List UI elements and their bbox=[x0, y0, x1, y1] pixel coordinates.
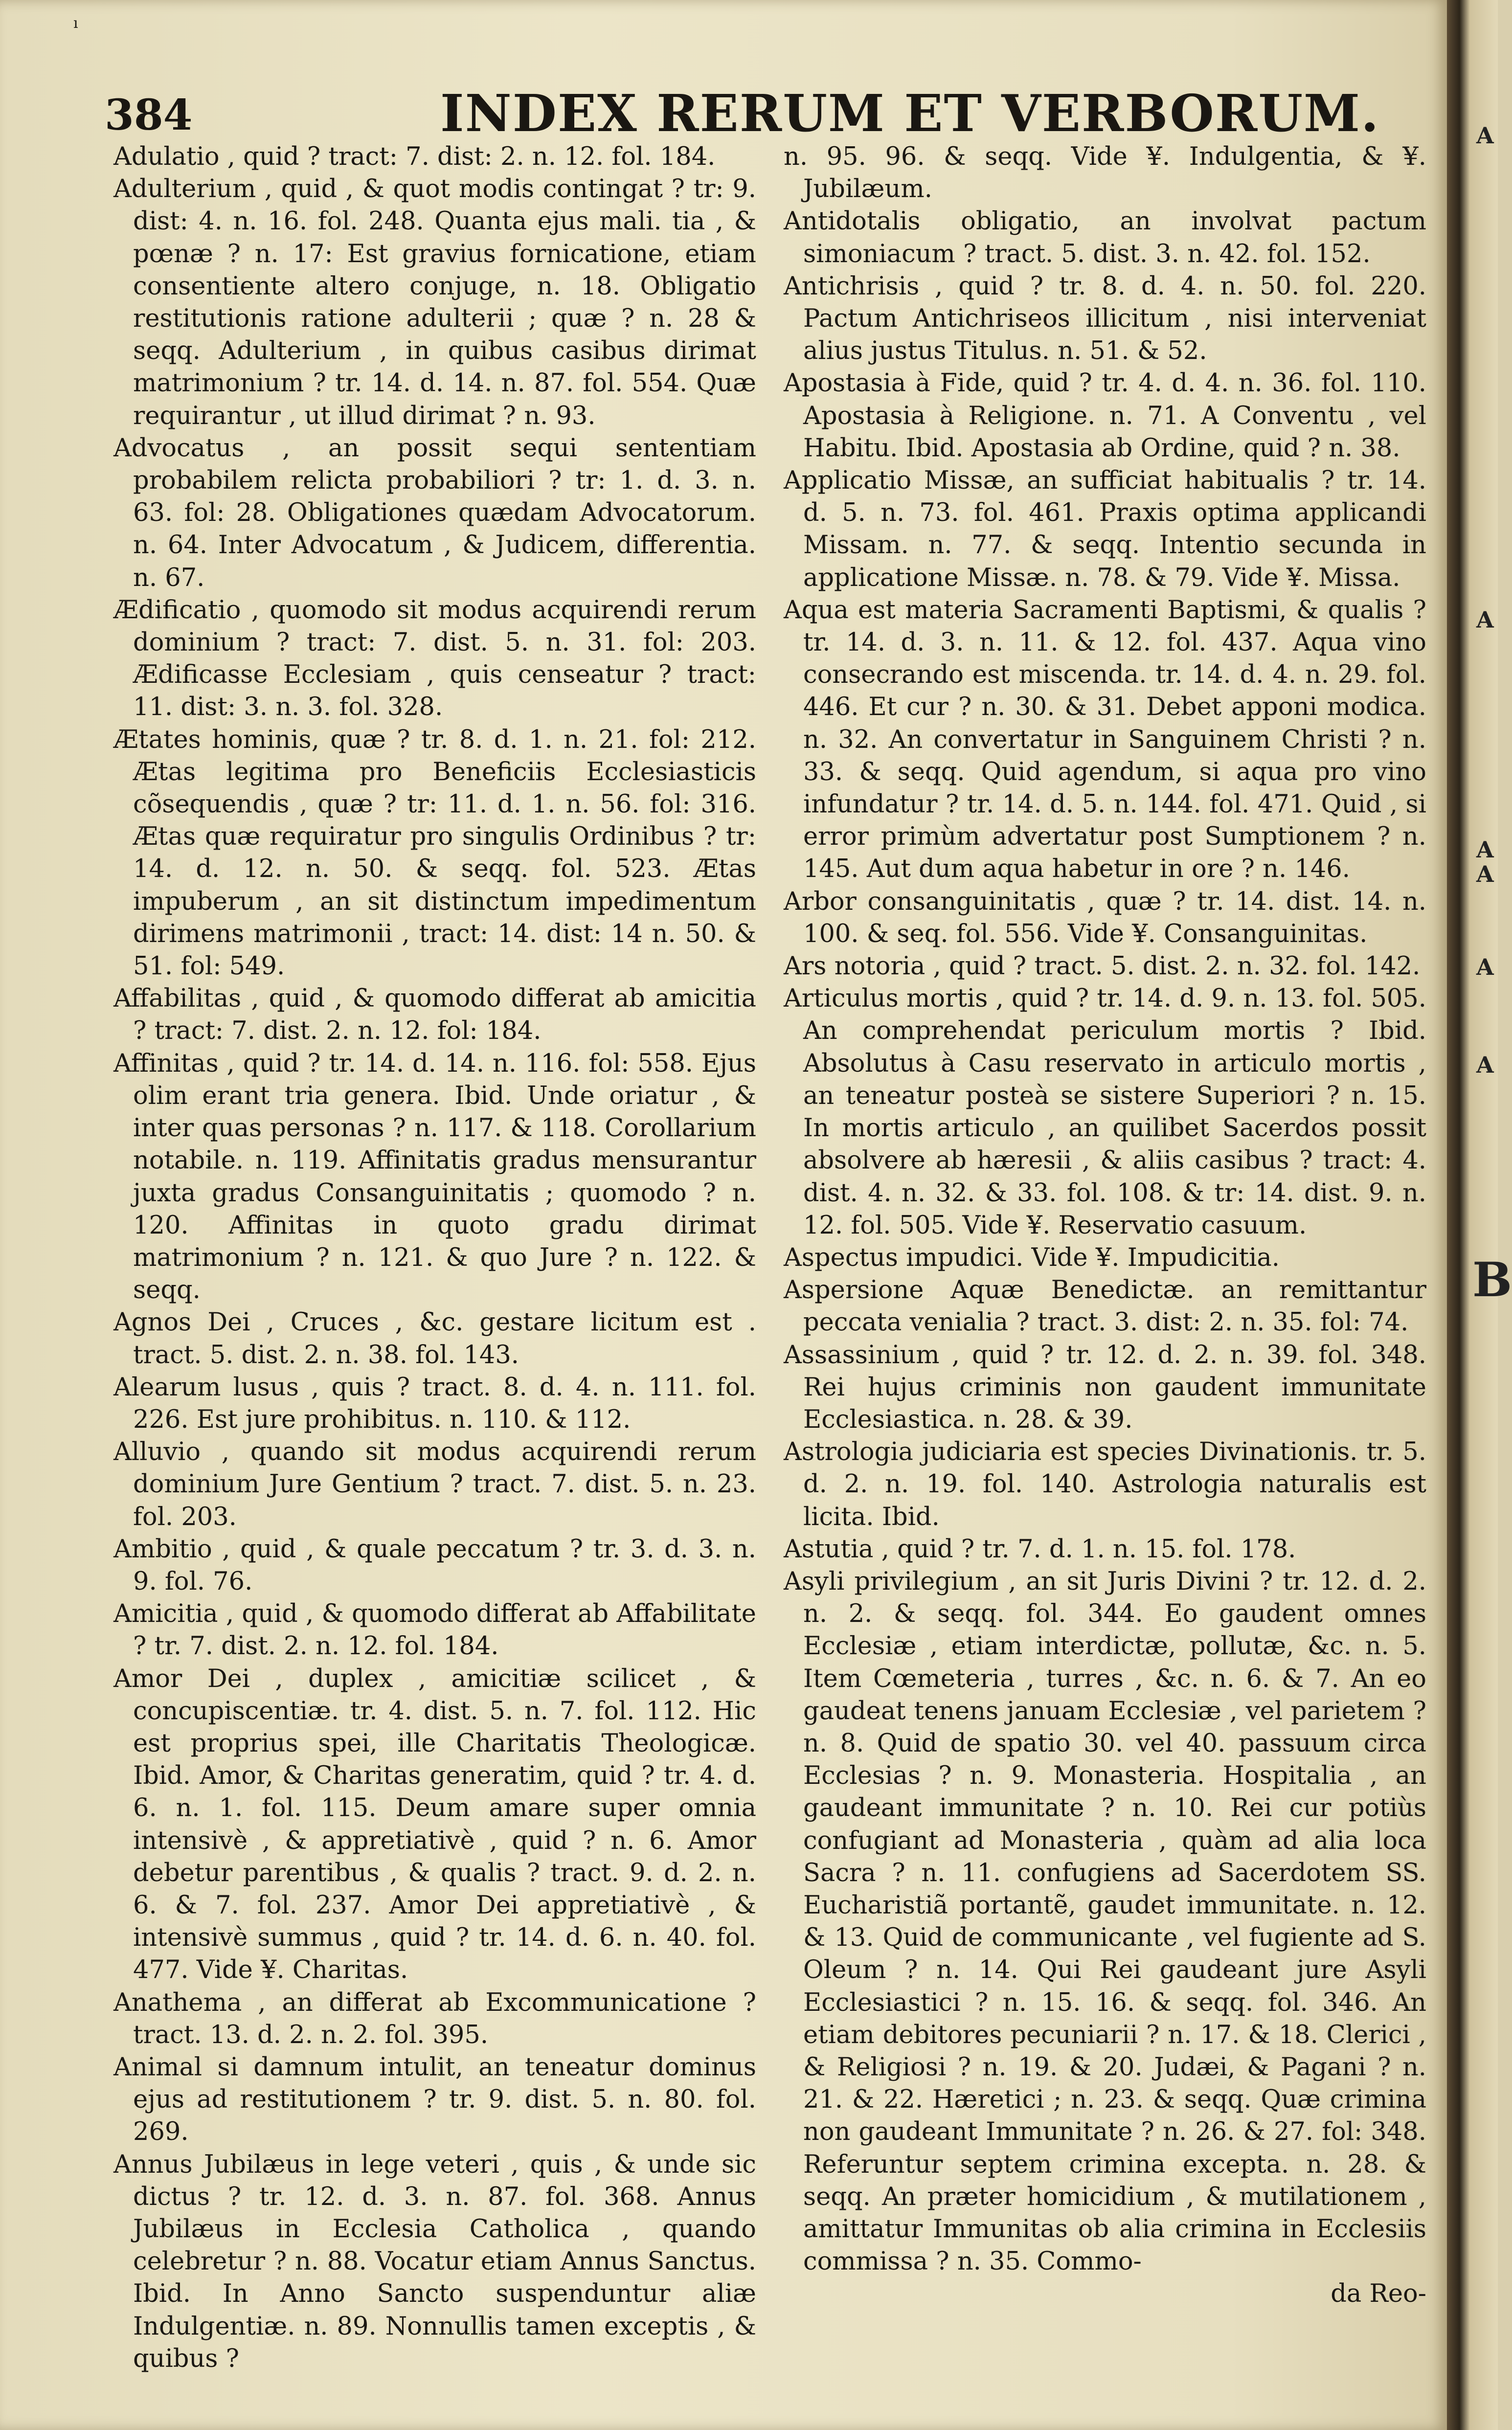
index-entry: Assassinium , quid ? tr. 12. d. 2. n. 39. fol. 348. Rei hujus criminis non gaudent immunitate Ecclesiastica. n. 28. & 39. bbox=[784, 1340, 1426, 1434]
index-entry: Asyli privilegium , an sit Juris Divini ? tr. 12. d. 2. n. 2. & seqq. fol. 344. Eo gaudent omnes Ecclesiæ , etiam interdictæ, pollutæ, &c. n. 5. Item Cœmeteria , turres , &c. n. 6. & 7. An eo gaudeat tenens januam Ecclesiæ , vel parietem ? n. 8. Quid de spatio 30. vel 40. passuum circa Ecclesias ? n. 9. Monasteria. Hospitalia , an gaudeant immunitate ? n. 10. Rei cur potiùs confugiant ad Monasteria , quàm ad alia loca Sacra ? n. 11. confugiens ad Sacerdotem SS. Eucharistiã portantẽ, gaudet immunitate. n. 12. & 13. Quid de communicante , vel fugiente ad S. Oleum ? n. 14. Qui Rei gaudeant jure Asyli Ecclesiastici ? n. 15. 16. & seqq. fol. 346. An etiam debitores pecuniarii ? n. 17. & 18. Clerici , & Religiosi ? n. 19. & 20. Judæi, & Pagani ? n. 21. & 22. Hæretici ; n. 23. & seqq. Quæ crimina non gaudeant Immunitate ? n. 26. & 27. fol: 348. Referuntur septem crimina excepta. n. 28. & seqq. An præter homicidium , & mutilationem , amittatur Immunitas ob alia crimina in Ecclesiis commissa ? n. 35. Commo- bbox=[784, 1567, 1426, 2276]
index-entry: Advocatus , an possit sequi sententiam probabilem relicta probabiliori ? tr: 1. d. 3. n. 63. fol: 28. Obligationes quædam Advocatorum. n. 64. Inter Advocatum , & Judicem, differentia. n. 67. bbox=[113, 433, 756, 592]
index-entry: Applicatio Missæ, an sufficiat habitualis ? tr. 14. d. 5. n. 73. fol. 461. Praxis optima applicandi Missam. n. 77. & seqq. Intentio secunda in applicatione Missæ. n. 78. & 79. Vide ¥. Missa. bbox=[784, 466, 1426, 592]
index-entry: Ædificatio , quomodo sit modus acquirendi rerum dominium ? tract: 7. dist. 5. n. 31. fol: 203. Ædificasse Ecclesiam , quis censeatur ? tract: 11. dist: 3. n. 3. fol. 328. bbox=[113, 595, 756, 722]
facing-page-letter: B bbox=[1472, 1252, 1512, 1307]
index-entry: Ars notoria , quid ? tract. 5. dist. 2. n. 32. fol. 142. bbox=[784, 952, 1421, 981]
index-entry: Annus Jubilæus in lege veteri , quis , & unde sic dictus ? tr. 12. d. 3. n. 87. fol. 368. Annus Jubilæus in Ecclesia Catholica , quando celebretur ? n. 88. Vocatur etiam Annus Sanctus. Ibid. In Anno Sancto suspenduntur aliæ Indulgentiæ. n. 89. Nonnullis tamen exceptis , & quibus ? bbox=[113, 2150, 756, 2373]
index-entry: Affabilitas , quid , & quomodo differat ab amicitia ? tract: 7. dist. 2. n. 12. fol: 184. bbox=[113, 984, 756, 1046]
index-entry: Aqua est materia Sacramenti Baptismi, & qualis ? tr. 14. d. 3. n. 11. & 12. fol. 437. Aqua vino consecrando est miscenda. tr. 14. d. 4. n. 29. fol. 446. Et cur ? n. 30. & 31. Debet apponi modica. n. 32. An convertatur in Sanguinem Christi ? n. 33. & seqq. Quid agendum, si aqua pro vino infundatur ? tr. 14. d. 5. n. 144. fol. 471. Quid , si error primùm advertatur post Sumptionem ? n. 145. Aut dum aqua habetur in ore ? n. 146. bbox=[784, 595, 1426, 884]
index-entry: Alluvio , quando sit modus acquirendi rerum dominium Jure Gentium ? tract. 7. dist. 5. n. 23. fol. 203. bbox=[113, 1438, 756, 1531]
index-entry: Aspectus impudici. Vide ¥. Impudicitia. bbox=[784, 1243, 1280, 1272]
index-entry: Animal si damnum intulit, an teneatur dominus ejus ad restitutionem ? tr. 9. dist. 5. n. 80. fol. 269. bbox=[113, 2052, 756, 2147]
index-entry: Adulterium , quid , & quot modis contingat ? tr: 9. dist: 4. n. 16. fol. 248. Quanta ejus mali. tia , & pœnæ ? n. 17: Est gravius fornicatione, etiam consentiente altero conjuge, n. 18. Obligatio restitutionis ratione adulterii ; quæ ? n. 28 & seqq. Adulterium , in quibus casibus dirimat matrimonium ? tr. 14. d. 14. n. 87. fol. 554. Quæ requirantur , ut illud dirimat ? n. 93. bbox=[113, 175, 756, 430]
index-entry: Adulatio , quid ? tract: 7. dist: 2. n. 12. fol. 184. bbox=[113, 142, 716, 171]
index-entry: Agnos Dei , Cruces , &c. gestare licitum est . tract. 5. dist. 2. n. 38. fol. 143. bbox=[113, 1308, 756, 1370]
index-entry: Ambitio , quid , & quale peccatum ? tr. 3. d. 3. n. 9. fol. 76. bbox=[113, 1534, 756, 1596]
index-entry: Anathema , an differat ab Excommunicatione ? tract. 13. d. 2. n. 2. fol. 395. bbox=[113, 1988, 756, 2049]
page-number: 384 bbox=[105, 90, 193, 140]
page-title: INDEX RERUM ET VERBORUM. bbox=[440, 83, 1380, 143]
index-entry: Ætates hominis, quæ ? tr. 8. d. 1. n. 21. fol: 212. Ætas legitima pro Beneficiis Ecclesiasticis cõsequendis , quæ ? tr: 11. d. 1. n. 56. fol: 316. Ætas quæ requiratur pro singulis Ordinibus ? tr: 14. d. 12. n. 50. & seqq. fol. 523. Ætas impuberum , an sit distinctum impedimentum dirimens matrimonii , tract: 14. dist: 14 n. 50. & 51. fol: 549. bbox=[113, 725, 756, 981]
right-index-column bbox=[784, 141, 1426, 2311]
corner-mark: ı bbox=[73, 15, 78, 32]
index-entry: Aspersione Aquæ Benedictæ. an remittantur peccata venialia ? tract. 3. dist: 2. n. 35. fol: 74. bbox=[784, 1276, 1426, 1337]
index-entry: Amicitia , quid , & quomodo differat ab Affabilitate ? tr. 7. dist. 2. n. 12. fol. 184. bbox=[113, 1599, 756, 1661]
index-entry: Astrologia judiciaria est species Divinationis. tr. 5. d. 2. n. 19. fol. 140. Astrologia naturalis est licita. Ibid. bbox=[784, 1438, 1426, 1531]
index-entry: Astutia , quid ? tr. 7. d. 1. n. 15. fol. 178. bbox=[784, 1534, 1296, 1564]
index-entry: Antichrisis , quid ? tr. 8. d. 4. n. 50. fol. 220. Pactum Antichriseos illicitum , nisi interveniat alius justus Titulus. n. 51. & 52. bbox=[784, 271, 1426, 366]
index-entry: Amor Dei , duplex , amicitiæ scilicet , & concupiscentiæ. tr. 4. dist. 5. n. 7. fol. 112. Hic est proprius spei, ille Charitatis Theologicæ. Ibid. Amor, & Charitas generatim, quid ? tr. 4. d. 6. n. 1. fol. 115. Deum amare super omnia intensivè , & appretiativè , quid ? n. 6. Amor debetur parentibus , & qualis ? tract. 9. d. 2. n. 6. & 7. fol. 237. Amor Dei appretiativè , & intensivè summus , quid ? tr. 14. d. 6. n. 40. fol. 477. Vide ¥. Charitas. bbox=[113, 1664, 756, 1985]
index-entry: Apostasia à Fide, quid ? tr. 4. d. 4. n. 36. fol. 110. Apostasia à Religione. n. 71. A Conventu , vel Habitu. Ibid. Apostasia ab Ordine, quid ? n. 38. bbox=[784, 369, 1426, 463]
book-gutter bbox=[1447, 0, 1498, 2430]
facing-page-letter: A bbox=[1476, 954, 1494, 980]
index-entry: Antidotalis obligatio, an involvat pactum simoniacum ? tract. 5. dist. 3. n. 42. fol. 152. bbox=[784, 207, 1426, 269]
left-index-column bbox=[113, 141, 756, 2375]
catchword: da Reo- bbox=[1331, 2279, 1426, 2309]
index-entry: Articulus mortis , quid ? tr. 14. d. 9. n. 13. fol. 505. An comprehendat periculum mortis ? Ibid. Absolutus à Casu reservato in articulo mortis , an teneatur posteà se sistere Superiori ? n. 15. In mortis articulo , an quilibet Sacerdos possit absolvere ab hæresii , & aliis casibus ? tract: 4. dist. 4. n. 32. & 33. fol. 108. & tr: 14. dist. 9. n. 12. fol. 505. Vide ¥. Reservatio casuum. bbox=[784, 984, 1426, 1240]
facing-page-letter: A bbox=[1476, 1052, 1494, 1078]
index-entry: Affinitas , quid ? tr. 14. d. 14. n. 116. fol: 558. Ejus olim erant tria genera. Ibid. Unde oriatur , & inter quas personas ? n. 117. & 118. Corollarium notabile. n. 119. Affinitatis gradus mensurantur juxta gradus Consanguinitatis ; quomodo ? n. 120. Affinitas in quoto gradu dirimat matrimonium ? n. 121. & quo Jure ? n. 122. & seqq. bbox=[113, 1049, 756, 1305]
facing-page-letter: A bbox=[1476, 122, 1494, 149]
index-entry: n. 95. 96. & seqq. Vide ¥. Indulgentia, & ¥. Jubilæum. bbox=[784, 142, 1426, 204]
facing-page-letter: A bbox=[1476, 607, 1494, 633]
facing-page-letter: A bbox=[1476, 861, 1494, 887]
index-entry: Arbor consanguinitatis , quæ ? tr. 14. dist. 14. n. 100. & seq. fol. 556. Vide ¥. Consanguinitas. bbox=[784, 887, 1426, 948]
facing-page-letter: A bbox=[1476, 836, 1494, 863]
index-entry: Alearum lusus , quis ? tract. 8. d. 4. n. 111. fol. 226. Est jure prohibitus. n. 110. & 112. bbox=[113, 1372, 756, 1434]
